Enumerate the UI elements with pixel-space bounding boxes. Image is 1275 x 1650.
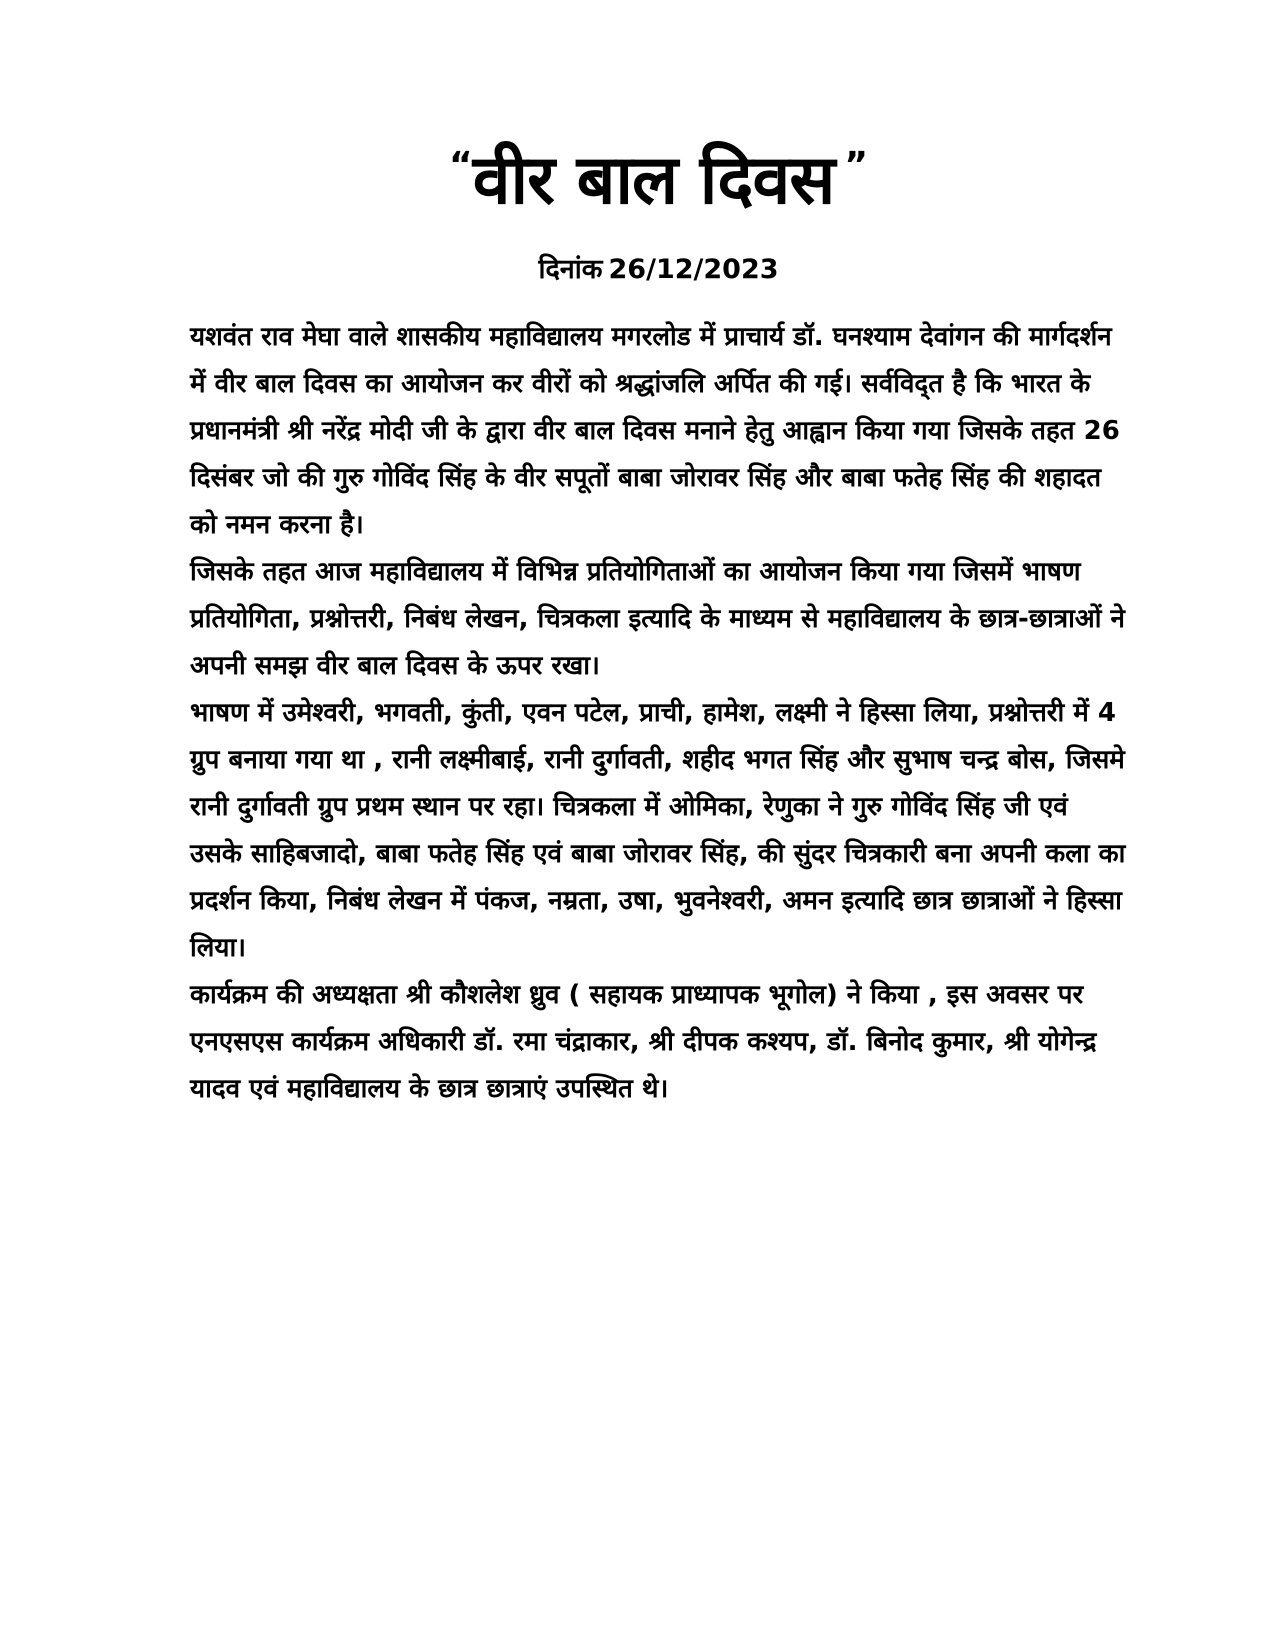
paragraph-1: यशवंत राव मेघा वाले शासकीय महाविद्यालय मगरलोड में प्राचार्य डॉ. घनश्याम देवांगन की मार्गदर्शन में वीर बाल दिवस का आयोजन कर वीरों को श्रद्धांजलि अर्पित की गई। सर्वविद्त है कि भारत के प्रधानमंत्री श्री नरेंद्र मोदी जी के द्वारा वीर बाल दिवस मनाने हेतु आह्वान किया गया जिसके तहत 26 दिसंबर जो की गुरु गोविंद सिंह के वीर सपूतों बाबा जोरावर सिंह और बाबा फतेह सिंह की शहादत को नमन करना है। [190,322,1120,540]
document-body [190,314,1127,1113]
paragraph-4: कार्यक्रम की अध्यक्षता श्री कौशलेश ध्रुव ( सहायक प्राध्यापक भूगोल) ने किया , इस अवसर पर एनएसएस कार्यक्रम अधिकारी डॉ. रमा चंद्राकार, श्री दीपक कश्यप, डॉ. बिनोद कुमार, श्री योगेन्द्र यादव एवं महाविद्यालय के छात्र छात्राएं उपस्थित थे। [190,980,1097,1104]
date-value: 26/12/2023 [608,254,779,285]
paragraph-3: भाषण में उमेश्वरी, भगवती, कुंती, एवन पटेल, प्राची, हामेश, लक्ष्मी ने हिस्सा लिया, प्रश्नोत्तरी में 4 ग्रुप बनाया गया था , रानी लक्ष्मीबाई, रानी दुर्गावती, शहीद भगत सिंह और सुभाष चन्द्र बोस, जिसमे रानी दुर्गावती ग्रुप प्रथम स्थान पर रहा। चित्रकला में ओमिका, रेणुका ने गुरु गोविंद सिंह जी एवं उसके साहिबजादो, बाबा फतेह सिंह एवं बाबा जोरावर सिंह, की सुंदर चित्रकारी बना अपनी कला का प्रदर्शन किया, निबंध लेखन में पंकज, नम्रता, उषा, भुवनेश्वरी, अमन इत्यादि छात्र छात्राओं ने हिस्सा लिया। [190,698,1126,963]
date-line [190,249,1127,286]
document-title [190,138,1127,223]
paragraph-2: जिसके तहत आज महाविद्यालय में विभिन्न प्रतियोगिताओं का आयोजन किया गया जिसमें भाषण प्रतियोगिता, प्रश्नोत्तरी, निबंध लेखन, चित्रकला इत्यादि के माध्यम से महाविद्यालय के छात्र-छात्राओं ने अपनी समझ वीर बाल दिवस के ऊपर रखा। [190,557,1125,681]
opening-quote: “ [449,145,473,186]
document-title-text: वीर बाल दिवस [472,141,835,220]
closing-quote: ” [844,145,868,186]
date-label: दिनांक [538,254,603,285]
